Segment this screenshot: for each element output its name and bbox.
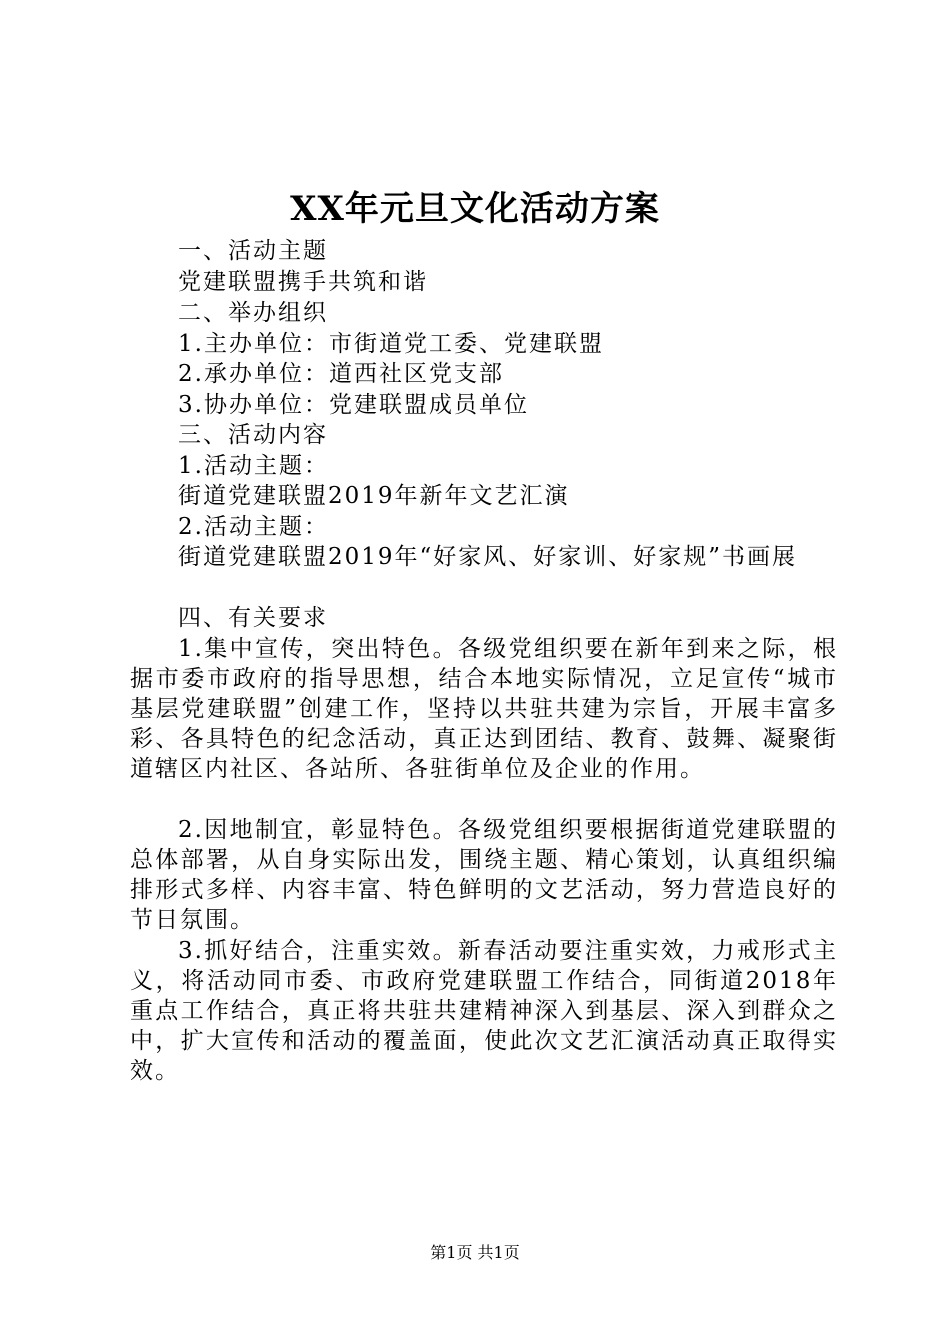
requirement-paragraph-2: 2.因地制宜，彰显特色。各级党组织要根据街道党建联盟的总体部署，从自身实际出发，围绕主题、精心策划，认真组织编排形式多样、内容丰富、特色鲜明的文艺活动，努力营造良好的节日氛围。 bbox=[130, 817, 838, 933]
page-footer: 第1页 共1页 bbox=[430, 1243, 520, 1262]
activity-theme-label-1: 1.活动主题： bbox=[178, 453, 329, 479]
section-heading-theme: 一、活动主题 bbox=[178, 238, 328, 264]
activity-theme-text-2: 街道党建联盟2019年“好家风、好家训、好家规”书画展 bbox=[178, 544, 798, 570]
section-heading-requirements: 四、有关要求 bbox=[178, 605, 328, 631]
activity-theme-text-1: 街道党建联盟2019年新年文艺汇演 bbox=[178, 483, 570, 509]
section-heading-content: 三、活动内容 bbox=[178, 422, 328, 448]
co-organizer-unit: 3.协办单位：党建联盟成员单位 bbox=[178, 392, 529, 418]
requirement-paragraph-1: 1.集中宣传，突出特色。各级党组织要在新年到来之际，根据市委市政府的指导思想，结合本地实际情况，立足宣传“城市基层党建联盟”创建工作，坚持以共驻共建为宗旨，开展丰富多彩、各具特色的纪念活动，真正达到团结、教育、鼓舞、凝聚街道辖区内社区、各站所、各驻街单位及企业的作用。 bbox=[130, 636, 838, 782]
theme-text: 党建联盟携手共筑和谐 bbox=[178, 269, 428, 295]
host-unit: 1.主办单位：市街道党工委、党建联盟 bbox=[178, 331, 604, 357]
organizer-unit: 2.承办单位：道西社区党支部 bbox=[178, 361, 504, 387]
requirement-paragraph-3: 3.抓好结合，注重实效。新春活动要注重实效，力戒形式主义，将活动同市委、市政府党建联盟工作结合，同街道2018年重点工作结合，真正将共驻共建精神深入到基层、深入到群众之中，扩大宣传和活动的覆盖面，使此次文艺汇演活动真正取得实效。 bbox=[130, 938, 838, 1084]
section-heading-organization: 二、举办组织 bbox=[178, 300, 328, 326]
document-title: XX年元旦文化活动方案 bbox=[290, 189, 660, 229]
activity-theme-label-2: 2.活动主题： bbox=[178, 514, 329, 540]
